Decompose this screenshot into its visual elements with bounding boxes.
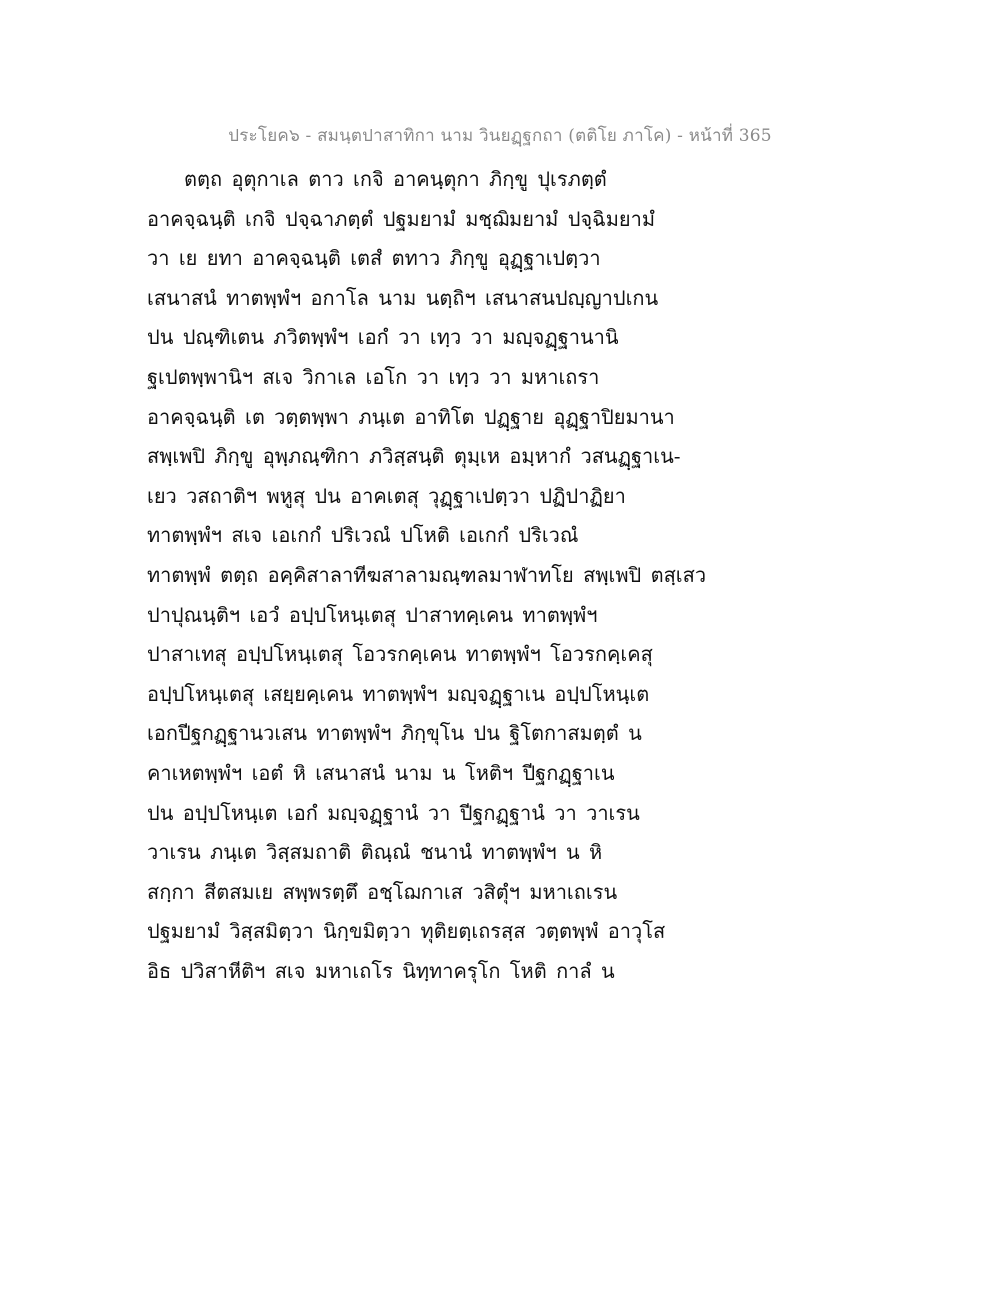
text-line: เอกปีฐกฏฺฐานวเสน ทาตพฺพํฯ ภิกฺขุโน ปน ฐิโตกาสมตฺตํ น — [147, 721, 642, 746]
text-line: วา เย ยทา อาคจฺฉนฺติ เตสํ ตทาว ภิกฺขู อุฏฺฐาเปตฺวา — [147, 246, 601, 271]
text-line: วาเรน ภนฺเต วิสฺสมถาติ ติณฺณํ ชนานํ ทาตพฺพํฯ น หิ — [147, 840, 603, 865]
text-line: เสนาสนํ ทาตพฺพํฯ อกาโล นาม นตฺถิฯ เสนาสนปญฺญาปเกน — [147, 285, 659, 310]
text-line: ตตฺถ อุตุกาเล ตาว เกจิ อาคนฺตุกา ภิกฺขู ปุเรภตฺตํ — [184, 167, 607, 191]
running-header: ประโยค๖ - สมนฺตปาสาทิกา นาม วินยฏฺฐกถา (ตติโย ภาโค) - หน้าที่ 365 — [228, 126, 772, 146]
text-line: เยว วสถาติฯ พหูสุ ปน อาคเตสุ วุฏฺฐาเปตฺวา ปฏิปาฏิยา — [147, 483, 626, 508]
text-line: อาคจฺฉนฺติ เกจิ ปจฺฉาภตฺตํ ปฐมยามํ มชฺฌิมยามํ ปจฺฉิมยามํ — [147, 206, 656, 231]
text-line: สกฺกา สีตสมเย สพฺพรตฺตึ อชฺโฌกาเส วสิตุํฯ มหาเถเรน — [147, 879, 618, 904]
text-line: ปน ปณฺฑิเตน ภวิตพฺพํฯ เอกํ วา เทฺว วา มญฺจฏฺฐานานิ — [147, 325, 619, 350]
text-line: ปาปุณนฺติฯ เอวํ อปฺปโหนฺเตสุ ปาสาทคฺเคน ทาตพฺพํฯ — [147, 602, 598, 627]
text-line: คาเหตพฺพํฯ เอตํ หิ เสนาสนํ นาม น โหติฯ ปีฐกฏฺฐาเน — [147, 760, 615, 785]
text-line: อปฺปโหนฺเตสุ เสยฺยคฺเคน ทาตพฺพํฯ มญฺจฏฺฐาเน อปฺปโหนฺเต — [147, 681, 650, 706]
text-line: ฐเปตพฺพานิฯ สเจ วิกาเล เอโก วา เทฺว วา มหาเถรา — [147, 364, 600, 389]
text-line: ปาสาเทสุ อปฺปโหนฺเตสุ โอวรกคฺเคน ทาตพฺพํฯ โอวรกคฺเคสุ — [147, 642, 653, 667]
text-line: อิธ ปวิสาหีติฯ สเจ มหาเถโร นิทฺทาครุโก โหติ กาลํ น — [147, 958, 615, 983]
text-line: ปน อปฺปโหนฺเต เอกํ มญฺจฏฺฐานํ วา ปีฐกฏฺฐานํ วา วาเรน — [147, 800, 640, 825]
text-line: ทาตพฺพํ ตตฺถ อคฺคิสาลาทีฆสาลามณฺฑลมาฬาทโย สพฺเพปิ ตสฺเสว — [147, 562, 707, 587]
text-line: ทาตพฺพํฯ สเจ เอเกกํ ปริเวณํ ปโหติ เอเกกํ ปริเวณํ — [147, 523, 579, 548]
text-line: ปฐมยามํ วิสฺสมิตฺวา นิกฺขมิตฺวา ทุติยตฺเถรสฺส วตฺตพฺพํ อาวุโส — [147, 919, 666, 944]
text-line: อาคจฺฉนฺติ เต วตฺตพฺพา ภนฺเต อาทิโต ปฏฺฐาย อุฏฺฐาปิยมานา — [147, 404, 675, 429]
body-text — [147, 160, 867, 991]
text-line: สพฺเพปิ ภิกฺขู อุพฺภณฺฑิกา ภวิสฺสนฺติ ตุมฺเห อมฺหากํ วสนฏฺฐาเน- — [147, 444, 681, 469]
